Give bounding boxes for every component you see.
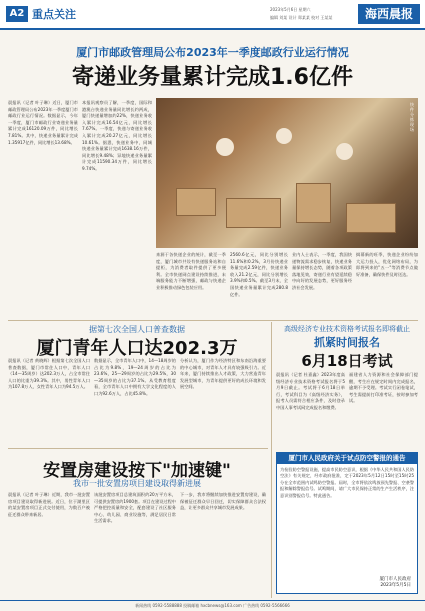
article1-title: 寄递业务量累计完成1.6亿件 bbox=[72, 65, 353, 90]
divider bbox=[271, 322, 272, 598]
notice-title: 厦门市人民政府关于试点防空警报的通告 bbox=[277, 453, 417, 464]
page-header bbox=[0, 0, 425, 30]
article2-col1: 晨报讯（记者 黄晓辉）根据第七次全国人口普查数据，厦门市常住人口中，青年人口（14—35周岁）达202.3万人，占全市常住人口的比重为39.3%。其中，男性青年人口为107.8万人，女性青年人口为94.5万人。 bbox=[8, 358, 90, 390]
notice-signature: 厦门市人民政府 2023年5月5日 bbox=[379, 577, 411, 588]
editor-line: 编辑 刘某 设计 郑某某 校对 王某某 bbox=[270, 15, 333, 20]
article3-kicker: 高级经济专业技术资格考试报名即将截止 bbox=[284, 325, 410, 333]
page-number: A2 bbox=[6, 6, 28, 22]
article4-col3: 下一步，我市将继续加快推进安置房建设，确保被征迁群众早日回迁，切实保障群众合法权益，让更多群众共享城市发展成果。 bbox=[180, 492, 266, 511]
article4-title: 安置房建设按下"加速键" bbox=[43, 461, 231, 481]
article1-kicker: 厦门市邮政管理局公布2023年一季度邮政行业运行情况 bbox=[76, 46, 349, 59]
article3-title-a: 抓紧时间报名 bbox=[314, 336, 380, 349]
article4-col1: 晨报讯（记者 叶子琳）近期，我市一批安置房项目建设取得新进展。近日，位于湖里区的某安置房项目正式交付使用，为数百户被征迁群众带来新居。 bbox=[8, 492, 90, 517]
article1-col1: 晨报讯（记者 叶子琳）近日，厦门市邮政管理局公布2023年一季度厦门市邮政行业运行情况。数据显示，今年一季度，厦门市邮政行业寄递业务量累计完成16120.09万件，同比增长7.81%。其中，快递业务量累计完成1.35917亿件，同比增长13.68%。 bbox=[8, 100, 78, 145]
government-notice bbox=[276, 452, 418, 594]
notice-body: 为检验防空警报设施，提高市民防空意识，根据《中华人民共和国人民防空法》有关规定，经市政府批准，定于2023年5月12日15时至15时25分在全市范围内试鸣防空警报。届时，全市将依次鸣放预先警报、空袭警报和解除警报信号。试鸣期间，请广大市民保持正常的生产生活秩序，注意识别警报信号。特此通告。 bbox=[280, 467, 415, 498]
page-footer: 新闻热线 0592-5588888 投稿邮箱 hxcbnews@163.com 广告热线 0592-5566666 bbox=[0, 600, 425, 611]
article1-col3: 来源于各快递企业的统计，截至一季度，厦门城市共设有快递服务站和自提柜，为消费者取件提供了更多便利。全市快递网点建设持续推进，末端服务能力不断增强，邮政与快递企业积极推动绿色包装应用。 bbox=[156, 252, 226, 290]
newspaper-logo: 海西晨报 bbox=[358, 4, 420, 24]
article3-col1: 晨报讯（记者 杜嘉鑫）2023年度高级经济专业技术资格考试报名将于5月9日截止。考试将于6月18日举行，考试科目为《高级经济实务》，报考人员需符合相应条件，及时登录中国人事考试网完成报名和缴费。 bbox=[276, 372, 345, 410]
article3-col2: 福建省人力资源和社会保障部门提醒，考生应在规定时间内完成报名，逾期不予受理。考试实行闭卷笔试，考生需提前打印准考证，按时参加考试。 bbox=[349, 372, 418, 404]
article1-col6: 揭幕新的旺季，快递企业纷纷加大运力投入，优化网络布局，为即将到来的"五一"等消费节点做好准备，确保快件及时送达。 bbox=[356, 252, 418, 277]
article1-col4: 2560.6亿元，同比分别增长11.6%和0.2%，3月份快递业务量完成2.59亿件，快递业务收入21.2亿元，同比分别增长3.9%和0.5%。截至3月末，全国快递业务量累计完成280.8亿件。 bbox=[230, 252, 288, 297]
article1-col2: 本报讯观察员了解，一季度，国际和港澳台快递业务量同比增长约两成，厦门快递量增加约22%，快递业务收入累计完成16.54亿元，同比增长7.67%。一季度，快递与寄递业务收入累计完成20.27亿元，同比增长10.61%。据悉，快递业务中，同城快递业务量累计完成1638.16万件，同比增长9.48%；异地快递业务量累计完成11590.34万件，同比增长9.74%。 bbox=[82, 100, 152, 171]
article3-title-b: 6月18日考试 bbox=[301, 352, 393, 370]
article2-col2: 数据显示，全市青年人口中，14—18周岁的占比为9.8%，19—24周岁的占比为23.6%，25—29周岁的占比为29.5%，30—35周岁的占比为37.1%。从受教育程度看，全市青年人口中拥有大学文化程度的人口为92.6万人，占比45.8%。 bbox=[94, 358, 176, 396]
article2-col3: 分析认为，厦门作为经济特区和东南沿海重要的中心城市，对青年人才具有较强吸引力。近年来，厦门持续推出人才政策，大力营造青年发展型城市，为青年提供更好的成长环境和发展空间。 bbox=[180, 358, 266, 390]
article2-title: 厦门青年人口达202.3万 bbox=[36, 338, 238, 359]
date-line: 2023年5月6日 星期六 bbox=[270, 7, 311, 12]
article2-kicker: 据第七次全国人口普查数据 bbox=[89, 325, 185, 334]
article4-kicker: 我市一批安置房项目建设取得新进展 bbox=[73, 479, 201, 488]
photo-caption: 快件分拣现场 bbox=[410, 102, 414, 132]
section-name: 重点关注 bbox=[32, 8, 76, 21]
divider bbox=[8, 320, 418, 321]
article4-col2: 该批安置房项目总建筑面积约20万平方米，可提供安置房约1900套。项目在建设过程中严格把控质量和安全，配套建设了社区服务中心、幼儿园、商业设施等，满足居民日常生活需求。 bbox=[94, 492, 176, 524]
divider bbox=[8, 448, 268, 449]
express-sorting-photo bbox=[156, 98, 418, 248]
article1-col5: 业内人士表示，一季度，我国快递物流需求稳步恢复，快递业务量保持增长态势，随着各项政策落地见效，寄递行业有望延续稳中向好的发展态势，更好服务经济社会发展。 bbox=[292, 252, 352, 290]
